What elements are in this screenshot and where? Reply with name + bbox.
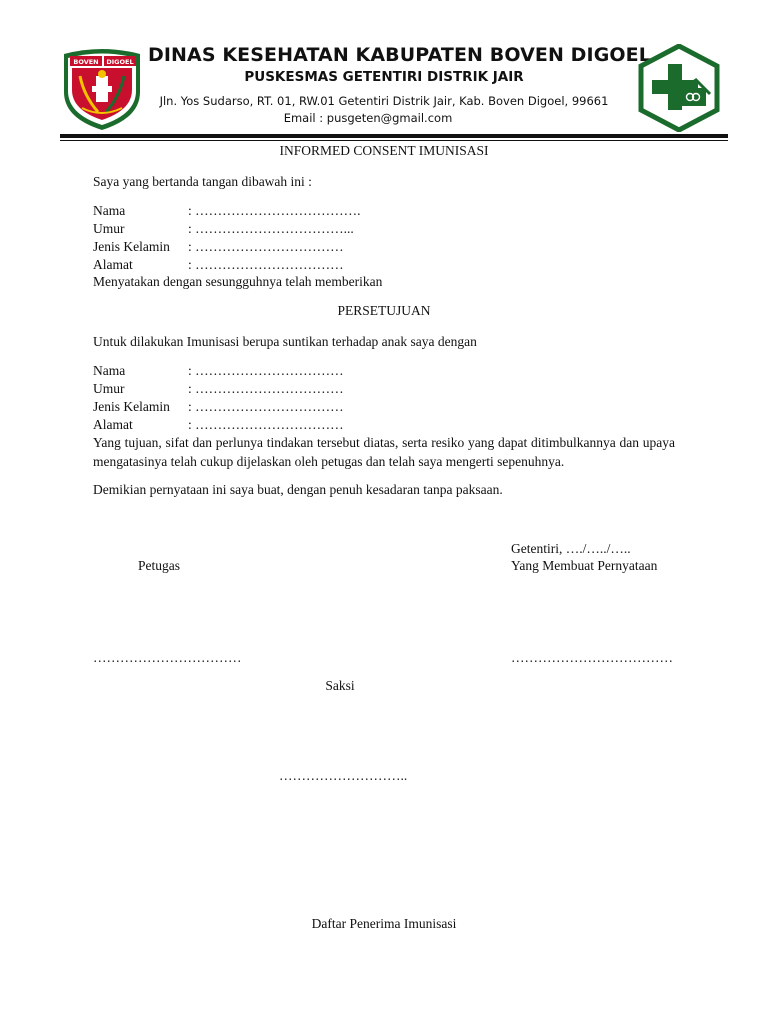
recipient-list-title: Daftar Penerima Imunisasi (311, 916, 457, 931)
field-label: Alamat (93, 417, 133, 432)
agency-address: Jln. Yos Sudarso, RT. 01, RW.01 Getentiri Distrik Jair, Kab. Boven Digoel, 99661 (159, 94, 609, 108)
document-title: INFORMED CONSENT IMUNISASI (279, 143, 489, 158)
field-row-alamat-2 (93, 417, 344, 433)
field-label: Umur (93, 381, 125, 396)
saksi-label: Saksi (325, 678, 355, 693)
saksi-signature-line: ……………………….. (279, 768, 408, 783)
field-value: : …………………………… (188, 417, 344, 432)
field-row-nama-2 (93, 363, 344, 379)
field-value: : …………………………… (188, 239, 344, 254)
closing-paragraph: Demikian pernyataan ini saya buat, dengan penuh kesadaran tanpa paksaan. (93, 482, 503, 497)
persetujuan-title: PERSETUJUAN (337, 303, 431, 318)
emblem-text-digoel: DIGOEL (106, 58, 134, 66)
petugas-label: Petugas (138, 558, 180, 573)
field-label: Alamat (93, 257, 133, 272)
field-value: : …………………………… (188, 399, 344, 414)
header-rule-thick (60, 134, 728, 138)
field-value: : ………………………………. (188, 203, 361, 218)
field-row-nama-1 (93, 203, 361, 219)
place-date: Getentiri, …./…../….. (511, 541, 631, 556)
puskesmas-logo (638, 44, 720, 132)
field-label: Jenis Kelamin (93, 239, 170, 254)
agency-subtitle: PUSKESMAS GETENTIRI DISTRIK JAIR (244, 69, 524, 85)
pembuat-label: Yang Membuat Pernyataan (511, 558, 658, 573)
petugas-signature-line: …………………………… (93, 650, 242, 665)
field-value: : …………………………… (188, 381, 344, 396)
persetujuan-intro: Untuk dilakukan Imunisasi berupa suntikan terhadap anak saya dengan (93, 334, 477, 349)
field-value: : …………………………… (188, 363, 344, 378)
statement-text: Menyatakan dengan sesungguhnya telah memberikan (93, 274, 383, 289)
field-label: Nama (93, 363, 126, 378)
pembuat-signature-line: ……………………………… (511, 650, 673, 665)
field-row-jenis-kelamin-2 (93, 399, 344, 415)
intro-text: Saya yang bertanda tangan dibawah ini : (93, 174, 312, 189)
field-value: : ……………………………... (188, 221, 354, 236)
field-label: Jenis Kelamin (93, 399, 170, 414)
header-rule-thin (60, 140, 728, 141)
field-row-alamat-1 (93, 257, 344, 273)
agency-email: Email : pusgeten@gmail.com (283, 111, 453, 125)
field-value: : …………………………… (188, 257, 344, 272)
field-row-umur-1 (93, 221, 354, 237)
emblem-text-boven: BOVEN (73, 58, 99, 66)
explanation-paragraph: Yang tujuan, sifat dan perlunya tindakan tersebut diatas, serta resiko yang dapat ditimbulkannya dan upaya mengatasinya telah cukup dijelaskan oleh petugas dan telah saya mengerti sepenuhnya. (93, 435, 675, 469)
agency-title: DINAS KESEHATAN KABUPATEN BOVEN DIGOEL (148, 44, 651, 66)
field-label: Umur (93, 221, 125, 236)
field-row-umur-2 (93, 381, 344, 397)
boven-digoel-emblem (60, 46, 144, 132)
field-row-jenis-kelamin-1 (93, 239, 344, 255)
field-label: Nama (93, 203, 126, 218)
